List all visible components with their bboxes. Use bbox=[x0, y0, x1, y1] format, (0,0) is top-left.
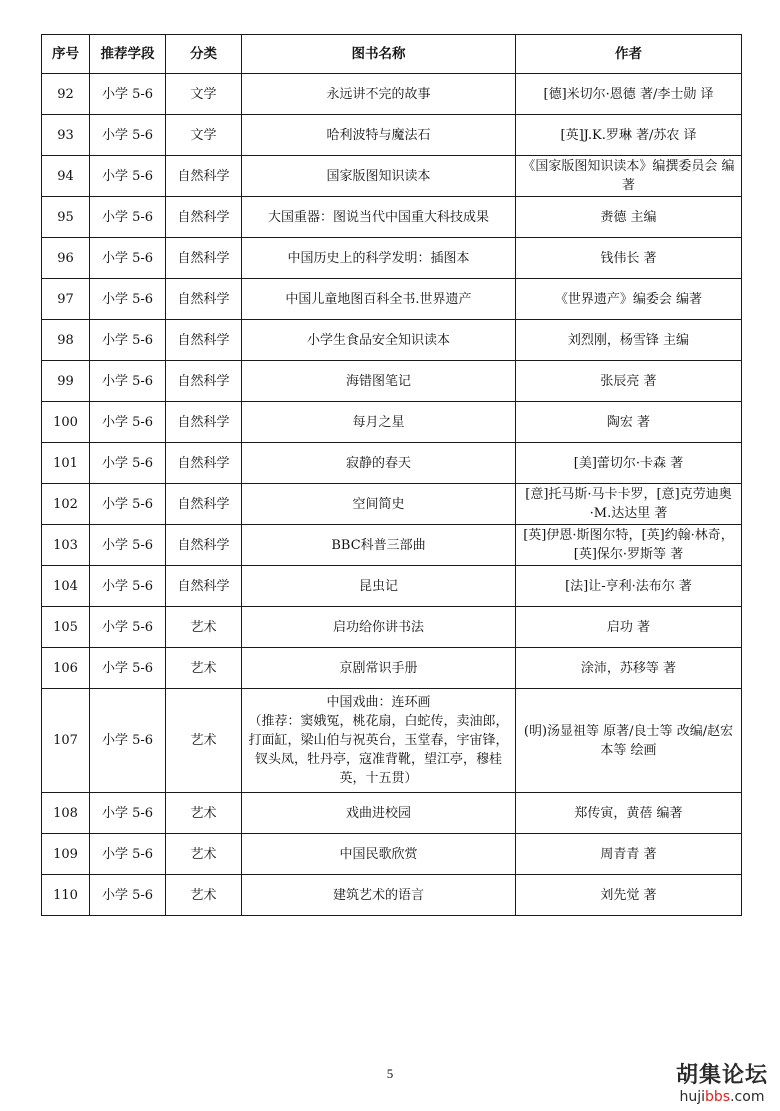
cell-title: 戏曲进校园 bbox=[242, 793, 516, 834]
cell-title: 空间简史 bbox=[242, 484, 516, 525]
cell-title: 中国儿童地图百科全书.世界遗产 bbox=[242, 279, 516, 320]
cell-title: 国家版图知识读本 bbox=[242, 156, 516, 197]
cell-stage: 小学 5-6 bbox=[90, 525, 166, 566]
cell-category: 艺术 bbox=[166, 689, 242, 793]
table-row bbox=[42, 156, 742, 197]
cell-number: 99 bbox=[42, 361, 90, 402]
cell-number: 97 bbox=[42, 279, 90, 320]
table-header-row bbox=[42, 35, 742, 74]
cell-stage: 小学 5-6 bbox=[90, 115, 166, 156]
cell-author: 郑传寅，黄蓓 编著 bbox=[516, 793, 742, 834]
cell-author: [英]伊恩·斯图尔特，[英]约翰·林奇，[英]保尔·罗斯等 著 bbox=[516, 525, 742, 566]
cell-stage: 小学 5-6 bbox=[90, 793, 166, 834]
cell-number: 94 bbox=[42, 156, 90, 197]
cell-title: 中国历史上的科学发明：插图本 bbox=[242, 238, 516, 279]
cell-number: 110 bbox=[42, 875, 90, 916]
cell-author: [德]米切尔·恩德 著/李士勋 译 bbox=[516, 74, 742, 115]
cell-stage: 小学 5-6 bbox=[90, 689, 166, 793]
table-row bbox=[42, 402, 742, 443]
cell-author: 赉德 主编 bbox=[516, 197, 742, 238]
cell-author: 陶宏 著 bbox=[516, 402, 742, 443]
cell-stage: 小学 5-6 bbox=[90, 648, 166, 689]
cell-title: 大国重器：图说当代中国重大科技成果 bbox=[242, 197, 516, 238]
cell-number: 109 bbox=[42, 834, 90, 875]
cell-category: 自然科学 bbox=[166, 361, 242, 402]
cell-number: 104 bbox=[42, 566, 90, 607]
cell-category: 自然科学 bbox=[166, 279, 242, 320]
cell-number: 93 bbox=[42, 115, 90, 156]
cell-category: 艺术 bbox=[166, 648, 242, 689]
table-row bbox=[42, 443, 742, 484]
cell-category: 自然科学 bbox=[166, 197, 242, 238]
cell-title: 昆虫记 bbox=[242, 566, 516, 607]
cell-number: 108 bbox=[42, 793, 90, 834]
table-row bbox=[42, 566, 742, 607]
cell-number: 96 bbox=[42, 238, 90, 279]
cell-category: 自然科学 bbox=[166, 443, 242, 484]
cell-stage: 小学 5-6 bbox=[90, 279, 166, 320]
table-row bbox=[42, 197, 742, 238]
cell-title: 海错图笔记 bbox=[242, 361, 516, 402]
cell-number: 95 bbox=[42, 197, 90, 238]
cell-author: 周青青 著 bbox=[516, 834, 742, 875]
cell-category: 自然科学 bbox=[166, 525, 242, 566]
cell-title bbox=[242, 689, 516, 793]
table-row bbox=[42, 115, 742, 156]
table-row bbox=[42, 320, 742, 361]
header-number: 序号 bbox=[42, 35, 90, 74]
table-row bbox=[42, 875, 742, 916]
cell-stage: 小学 5-6 bbox=[90, 238, 166, 279]
cell-number: 105 bbox=[42, 607, 90, 648]
cell-category: 自然科学 bbox=[166, 156, 242, 197]
cell-author: [英]J.K.罗琳 著/苏农 译 bbox=[516, 115, 742, 156]
table-row bbox=[42, 648, 742, 689]
header-title: 图书名称 bbox=[242, 35, 516, 74]
table-row bbox=[42, 525, 742, 566]
cell-title: 小学生食品安全知识读本 bbox=[242, 320, 516, 361]
table-row bbox=[42, 279, 742, 320]
cell-author: [法]让-亨利·法布尔 著 bbox=[516, 566, 742, 607]
cell-category: 艺术 bbox=[166, 875, 242, 916]
cell-title: 永远讲不完的故事 bbox=[242, 74, 516, 115]
cell-category: 文学 bbox=[166, 115, 242, 156]
watermark-url-suffix: .com bbox=[730, 1089, 765, 1105]
cell-title: 每月之星 bbox=[242, 402, 516, 443]
cell-author: 张辰亮 著 bbox=[516, 361, 742, 402]
cell-category: 自然科学 bbox=[166, 402, 242, 443]
cell-stage: 小学 5-6 bbox=[90, 834, 166, 875]
cell-category: 艺术 bbox=[166, 793, 242, 834]
watermark-url-prefix: huji bbox=[679, 1089, 706, 1105]
cell-number: 98 bbox=[42, 320, 90, 361]
cell-number: 101 bbox=[42, 443, 90, 484]
cell-author: 《国家版图知识读本》编撰委员会 编著 bbox=[516, 156, 742, 197]
cell-number: 103 bbox=[42, 525, 90, 566]
table-row bbox=[42, 238, 742, 279]
cell-category: 自然科学 bbox=[166, 566, 242, 607]
cell-number: 107 bbox=[42, 689, 90, 793]
cell-category: 自然科学 bbox=[166, 320, 242, 361]
cell-title-note: （推荐：窦娥冤，桃花扇，白蛇传，卖油郎，打面缸，梁山伯与祝英台，玉堂春，宇宙锋，钗头凤，牡丹亭，寇准背靴，望江亭，穆桂英，十五贯） bbox=[248, 714, 509, 786]
cell-stage: 小学 5-6 bbox=[90, 74, 166, 115]
cell-stage: 小学 5-6 bbox=[90, 484, 166, 525]
book-list-table bbox=[41, 34, 742, 916]
cell-category: 艺术 bbox=[166, 607, 242, 648]
cell-stage: 小学 5-6 bbox=[90, 156, 166, 197]
cell-title: 启功给你讲书法 bbox=[242, 607, 516, 648]
watermark-url bbox=[676, 1089, 768, 1105]
cell-stage: 小学 5-6 bbox=[90, 402, 166, 443]
cell-author: (明)汤显祖等 原著/良士等 改编/赵宏本等 绘画 bbox=[516, 689, 742, 793]
cell-number: 102 bbox=[42, 484, 90, 525]
watermark-url-accent: bbs bbox=[705, 1089, 731, 1105]
table-row bbox=[42, 689, 742, 793]
cell-stage: 小学 5-6 bbox=[90, 361, 166, 402]
table-row bbox=[42, 484, 742, 525]
cell-stage: 小学 5-6 bbox=[90, 875, 166, 916]
table-row bbox=[42, 361, 742, 402]
cell-category: 文学 bbox=[166, 74, 242, 115]
cell-author: 刘烈刚，杨雪锋 主编 bbox=[516, 320, 742, 361]
cell-title: 中国民歌欣赏 bbox=[242, 834, 516, 875]
cell-author: 钱伟长 著 bbox=[516, 238, 742, 279]
cell-author: 《世界遗产》编委会 编著 bbox=[516, 279, 742, 320]
cell-stage: 小学 5-6 bbox=[90, 607, 166, 648]
cell-author: [意]托马斯·马卡卡罗，[意]克劳迪奥·M.达达里 著 bbox=[516, 484, 742, 525]
cell-number: 100 bbox=[42, 402, 90, 443]
cell-title: 京剧常识手册 bbox=[242, 648, 516, 689]
table-row bbox=[42, 793, 742, 834]
cell-author: 涂沛，苏移等 著 bbox=[516, 648, 742, 689]
cell-stage: 小学 5-6 bbox=[90, 566, 166, 607]
table-row bbox=[42, 607, 742, 648]
cell-title: BBC科普三部曲 bbox=[242, 525, 516, 566]
table-row bbox=[42, 74, 742, 115]
header-category: 分类 bbox=[166, 35, 242, 74]
header-stage: 推荐学段 bbox=[90, 35, 166, 74]
cell-category: 自然科学 bbox=[166, 484, 242, 525]
table-row bbox=[42, 834, 742, 875]
cell-title: 建筑艺术的语言 bbox=[242, 875, 516, 916]
cell-number: 106 bbox=[42, 648, 90, 689]
cell-number: 92 bbox=[42, 74, 90, 115]
cell-stage: 小学 5-6 bbox=[90, 443, 166, 484]
cell-stage: 小学 5-6 bbox=[90, 320, 166, 361]
cell-author: [美]蕾切尔·卡森 著 bbox=[516, 443, 742, 484]
cell-title: 哈利波特与魔法石 bbox=[242, 115, 516, 156]
cell-category: 自然科学 bbox=[166, 238, 242, 279]
cell-title: 寂静的春天 bbox=[242, 443, 516, 484]
cell-title-main: 中国戏曲：连环画 bbox=[326, 695, 431, 710]
cell-author: 刘先觉 著 bbox=[516, 875, 742, 916]
header-author: 作者 bbox=[516, 35, 742, 74]
page-number: 5 bbox=[386, 1066, 394, 1081]
cell-category: 艺术 bbox=[166, 834, 242, 875]
watermark-name: 胡集论坛 bbox=[675, 1063, 768, 1088]
cell-author: 启功 著 bbox=[516, 607, 742, 648]
cell-stage: 小学 5-6 bbox=[90, 197, 166, 238]
watermark bbox=[676, 1058, 768, 1105]
